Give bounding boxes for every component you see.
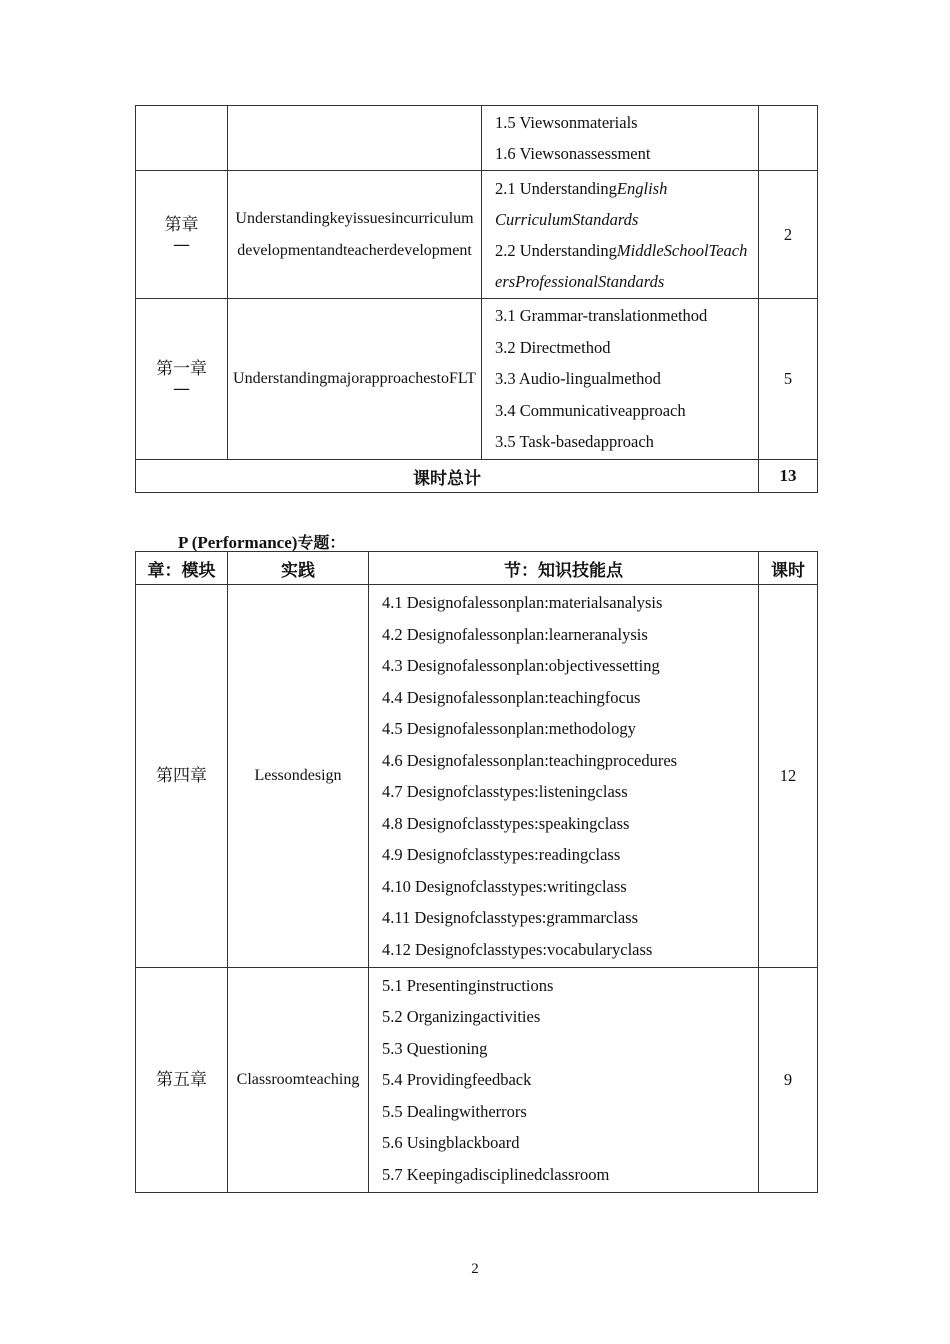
chapter-cell	[136, 299, 228, 460]
section-item: 3.2 Directmethod	[495, 337, 611, 357]
section-item: 3.4 Communicativeapproach	[495, 400, 686, 420]
table-row	[136, 171, 818, 299]
header-practice: 实践	[228, 552, 369, 585]
section-item: 5.4 Providingfeedback	[382, 1070, 532, 1090]
chapter-cell	[136, 171, 228, 299]
section-item: 1.6 Viewsonassessment	[495, 144, 651, 163]
hours-cell	[759, 106, 818, 171]
section-item: 5.2 Organizingactivities	[382, 1007, 541, 1027]
chapter-label: 第一章 —	[156, 359, 207, 399]
table-row	[136, 106, 818, 171]
course-table-performance	[135, 551, 818, 1193]
topic-cell	[228, 299, 482, 460]
performance-title-cjk: 专题：	[297, 533, 346, 552]
section-item: 5.3 Questioning	[382, 1038, 488, 1058]
topic-label: Understandingkeyissuesincurriculumdevelopmentandteacherdevelopment	[235, 210, 474, 259]
section-item: 4.1 Designofalessonplan:materialsanalysis	[382, 593, 663, 612]
section-item: 4.4 Designofalessonplan:teachingfocus	[382, 687, 641, 707]
chapter-label: 第章 —	[164, 214, 199, 255]
header-chapter: 章：模块	[136, 552, 228, 585]
sections-cell	[482, 299, 759, 460]
sections-cell	[369, 585, 759, 968]
performance-section-title	[178, 530, 345, 553]
hours-cell: 2	[759, 171, 818, 299]
section-item: 3.1 Grammar-translationmethod	[495, 306, 708, 326]
hours-cell: 5	[759, 299, 818, 460]
topic-label: UnderstandingmajorapproachestoFLT	[233, 370, 476, 388]
section-item: 4.9 Designofclasstypes:readingclass	[382, 845, 621, 864]
header-row	[136, 552, 818, 585]
section-item: 4.3 Designofalessonplan:objectivessetting	[382, 656, 660, 675]
total-row	[136, 460, 818, 493]
sections-cell	[369, 968, 759, 1193]
page-number: 2	[471, 1261, 479, 1277]
section-item: 2.1 UnderstandingEnglish CurriculumStandards	[495, 178, 668, 229]
section-item: 5.6 Usingblackboard	[382, 1133, 520, 1153]
topic-cell: Classroomteaching	[228, 968, 369, 1193]
table-row	[136, 299, 818, 460]
sections-cell	[482, 106, 759, 171]
header-hours: 课时	[759, 552, 818, 585]
section-item: 4.11 Designofclasstypes:grammarclass	[382, 908, 638, 927]
section-item: 4.10 Designofclasstypes:writingclass	[382, 876, 627, 896]
section-item: 2.2 UnderstandingMiddleSchoolTeachersProfessionalStandards	[495, 240, 748, 291]
section-item: 4.7 Designofclasstypes:listeningclass	[382, 782, 628, 801]
chapter-cell: 第四章	[136, 585, 228, 968]
section-item: 4.5 Designofalessonplan:methodology	[382, 719, 636, 738]
sections-cell	[482, 171, 759, 299]
section-item: 4.6 Designofalessonplan:teachingprocedures	[382, 750, 678, 770]
topic-cell: Lessondesign	[228, 585, 369, 968]
header-sections: 节：知识技能点	[369, 552, 759, 585]
table-row	[136, 585, 818, 968]
hours-cell: 12	[759, 585, 818, 968]
table-row	[136, 968, 818, 1193]
total-value: 13	[759, 460, 818, 493]
performance-title-latin: P (Performance)	[178, 533, 298, 552]
total-label: 课时总计	[136, 460, 759, 493]
section-item: 5.1 Presentinginstructions	[382, 975, 554, 995]
section-item: 3.3 Audio-lingualmethod	[495, 369, 661, 389]
topic-cell	[228, 106, 482, 171]
section-item: 3.5 Task-basedapproach	[495, 432, 654, 452]
section-item: 4.8 Designofclasstypes:speakingclass	[382, 813, 630, 833]
section-item: 5.5 Dealingwitherrors	[382, 1101, 527, 1121]
chapter-cell: 第五章	[136, 968, 228, 1193]
section-item: 5.7 Keepingadisciplinedclassroom	[382, 1164, 610, 1184]
chapter-cell	[136, 106, 228, 171]
topic-cell	[228, 171, 482, 299]
hours-cell: 9	[759, 968, 818, 1193]
section-item: 1.5 Viewsonmaterials	[495, 112, 638, 132]
course-table-theory	[135, 105, 818, 493]
section-item: 4.2 Designofalessonplan:learneranalysis	[382, 624, 648, 644]
section-item: 4.12 Designofclasstypes:vocabularyclass	[382, 939, 653, 959]
